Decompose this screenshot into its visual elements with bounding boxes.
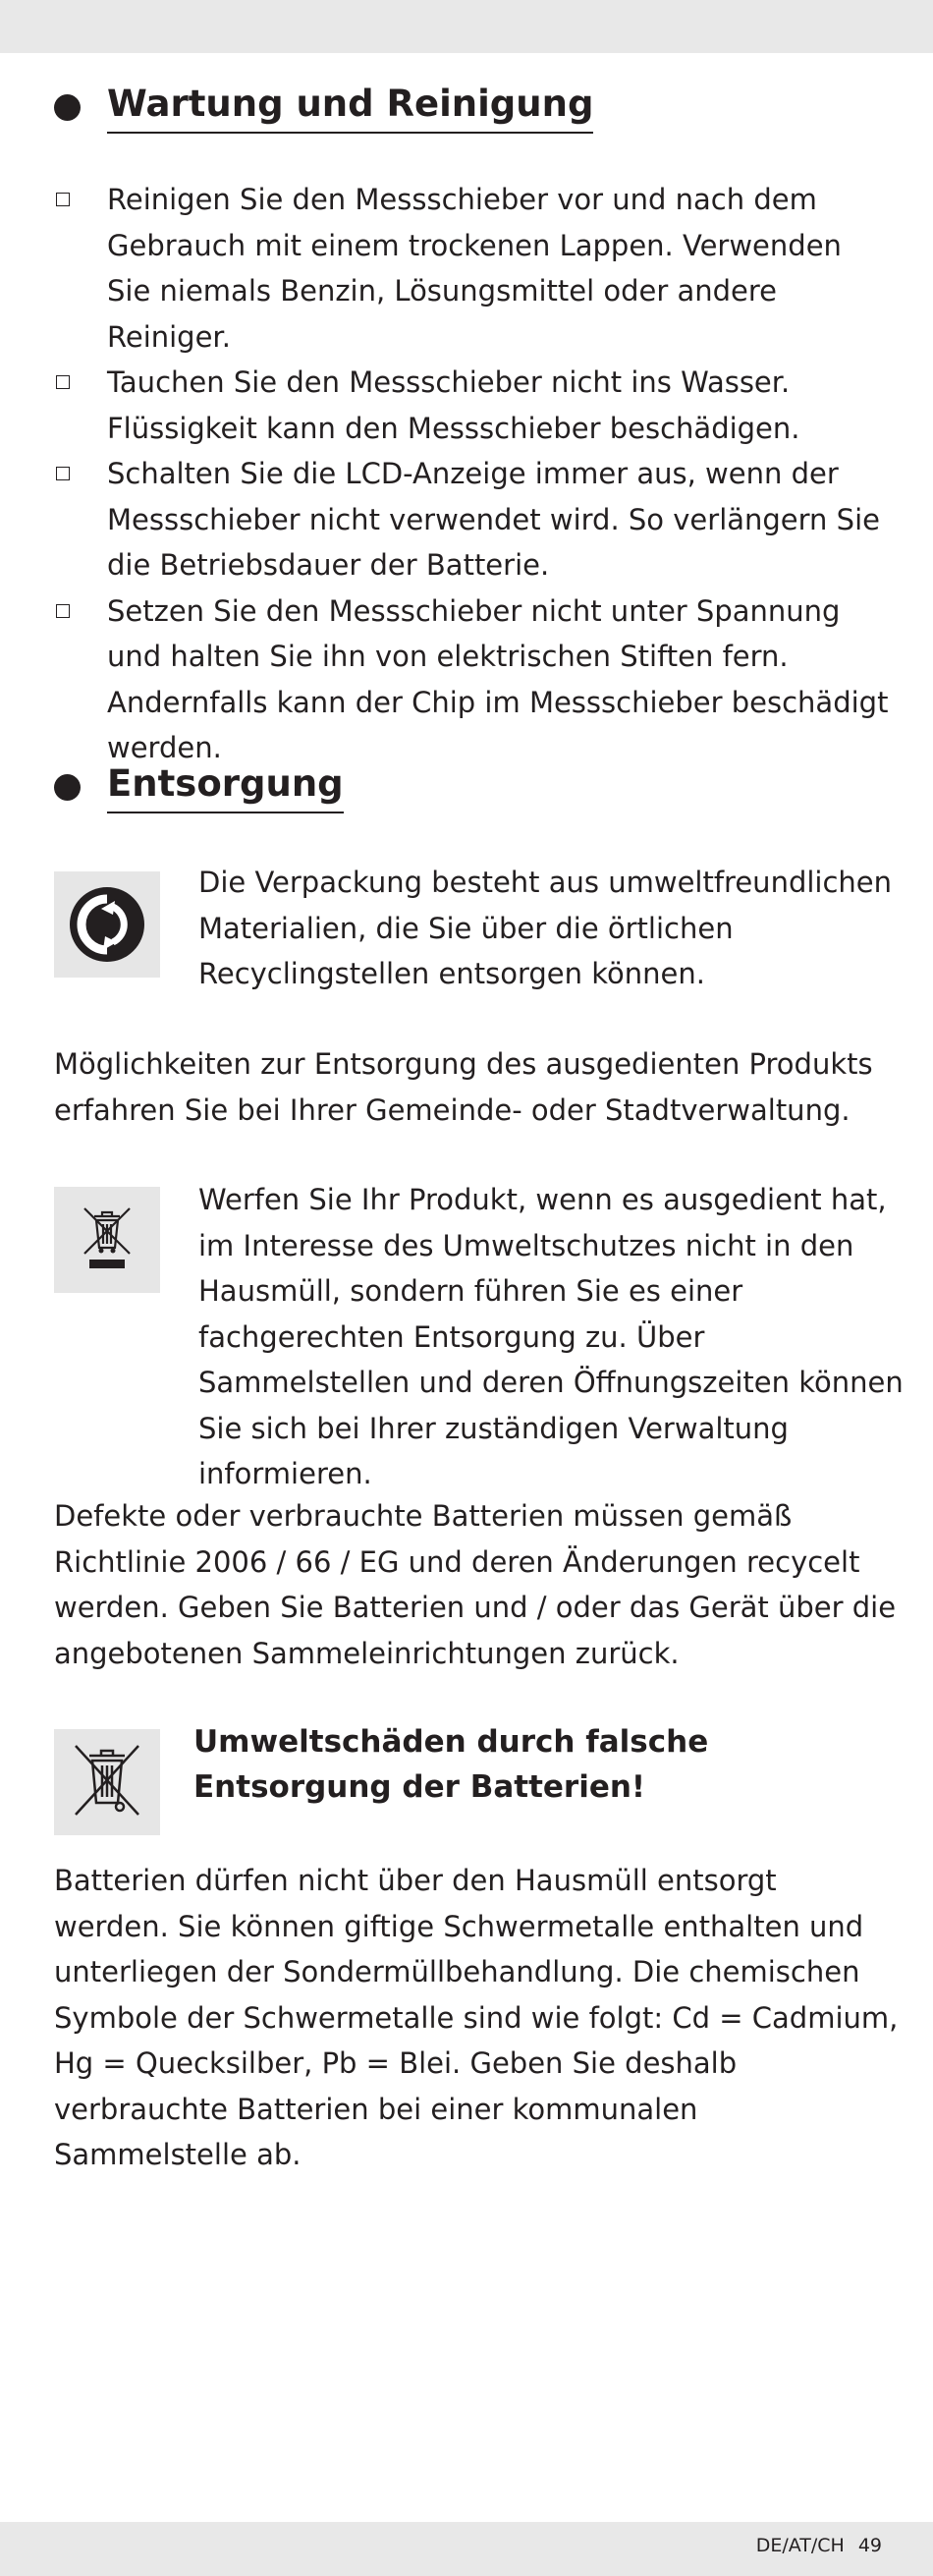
section-title: Wartung und Reinigung [107, 81, 593, 134]
section-heading-disposal [54, 760, 344, 813]
battery-disposal-text: Batterien dürfen nicht über den Hausmüll entsorgt werden. Sie können giftige Schwermetalle enthalten und unterliegen der Sondermüllbehandlung. Die chemischen Symbole der Schwermetalle sind wie folgt: Cd = Cadmium, Hg = Quecksilber, Pb = Blei. Geben Sie deshalb verbrauchte Batterien bei einer kommunalen Sammelstelle ab. [54, 1864, 899, 2171]
maintenance-list [54, 177, 889, 771]
green-dot-recycling-icon [54, 871, 160, 978]
checkbox-square-icon [56, 604, 70, 618]
packaging-text: Die Verpackung besteht aus umweltfreundlichen Materialien, die Sie über die örtlichen Recyclingstellen entsorgen können. [198, 866, 893, 990]
municipality-text: Möglichkeiten zur Entsorgung des ausgedienten Produkts erfahren Sie bei Ihrer Gemeinde- oder Stadtverwaltung. [54, 1047, 873, 1127]
section-heading-maintenance [54, 81, 593, 134]
weee-text: Werfen Sie Ihr Produkt, wenn es ausgedient hat, im Interesse des Umweltschutzes nicht in den Hausmüll, sondern führen Sie es einer fachgerechten Entsorgung zu. Über Sammelstellen und deren Öffnungszeiten können Sie sich bei Ihrer zuständigen Verwaltung informieren. [198, 1183, 904, 1490]
checkbox-square-icon [56, 375, 70, 389]
page-footer [756, 2519, 882, 2573]
crossed-bin-battery-icon [54, 1729, 160, 1835]
list-item: Reinigen Sie den Messschieber vor und nach dem Gebrauch mit einem trockenen Lappen. Verwenden Sie niemals Benzin, Lösungsmittel oder andere Reiniger. [54, 177, 889, 360]
top-bar [0, 0, 933, 53]
battery-warning-title: Umweltschäden durch falsche Entsorgung der Batterien! [193, 1724, 709, 1805]
crossed-bin-weee-icon [54, 1187, 160, 1293]
page-number: 49 [857, 2535, 882, 2556]
list-item: Schalten Sie die LCD-Anzeige immer aus, wenn der Messschieber nicht verwendet wird. So verlängern Sie die Betriebsdauer der Batterie. [54, 451, 889, 588]
bullet-dot-icon [54, 774, 81, 801]
bullet-dot-icon [54, 94, 81, 121]
list-item: Tauchen Sie den Messschieber nicht ins Wasser. Flüssigkeit kann den Messschieber beschädigen. [54, 360, 889, 451]
checkbox-square-icon [56, 467, 70, 480]
footer-region: DE/AT/CH [755, 2535, 845, 2556]
battery-directive-text: Defekte oder verbrauchte Batterien müssen gemäß Richtlinie 2006 / 66 / EG und deren Änderungen recycelt werden. Geben Sie Batterien und / oder das Gerät über die angebotenen Sammeleinrichtungen zurück. [54, 1499, 897, 1670]
list-item: Setzen Sie den Messschieber nicht unter Spannung und halten Sie ihn von elektrischen Stiften fern. Andernfalls kann der Chip im Messschieber beschädigt werden. [54, 588, 889, 771]
checkbox-square-icon [56, 193, 70, 206]
section-title: Entsorgung [107, 760, 344, 813]
